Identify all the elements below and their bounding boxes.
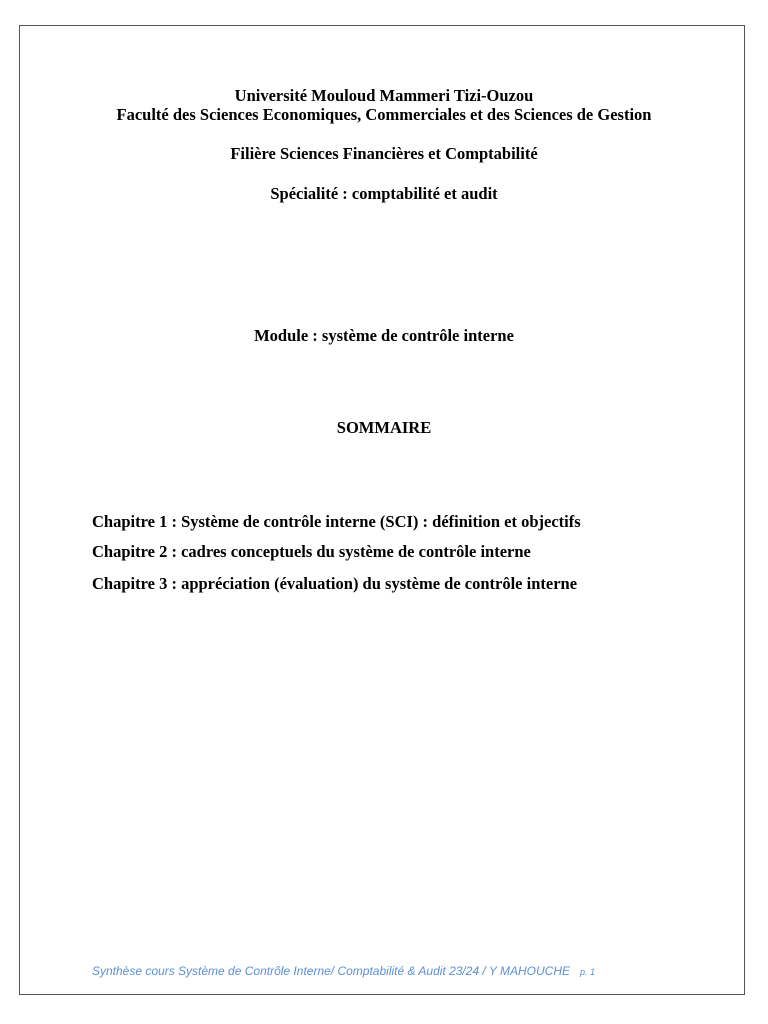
toc-chapter-1: Chapitre 1 : Système de contrôle interne (SCI) : définition et objectifs	[92, 512, 581, 531]
module-title: Module : système de contrôle interne	[254, 326, 514, 345]
filiere-title: Filière Sciences Financières et Comptabilité	[230, 144, 538, 163]
faculty-name: Faculté des Sciences Economiques, Commerciales et des Sciences de Gestion	[116, 105, 652, 124]
university-name: Université Mouloud Mammeri Tizi-Ouzou	[234, 86, 534, 105]
specialite-title: Spécialité : comptabilité et audit	[270, 184, 498, 203]
toc-chapter-3: Chapitre 3 : appréciation (évaluation) du système de contrôle interne	[92, 574, 578, 593]
page-number: p. 1	[580, 967, 596, 977]
page-border	[19, 25, 745, 995]
toc-chapter-2: Chapitre 2 : cadres conceptuels du système de contrôle interne	[92, 542, 531, 561]
page-footer	[92, 963, 595, 980]
footer-text: Synthèse cours Système de Contrôle Interne/ Comptabilité & Audit 23/24 / Y MAHOUCHE	[92, 964, 571, 978]
sommaire-heading: SOMMAIRE	[336, 418, 432, 437]
